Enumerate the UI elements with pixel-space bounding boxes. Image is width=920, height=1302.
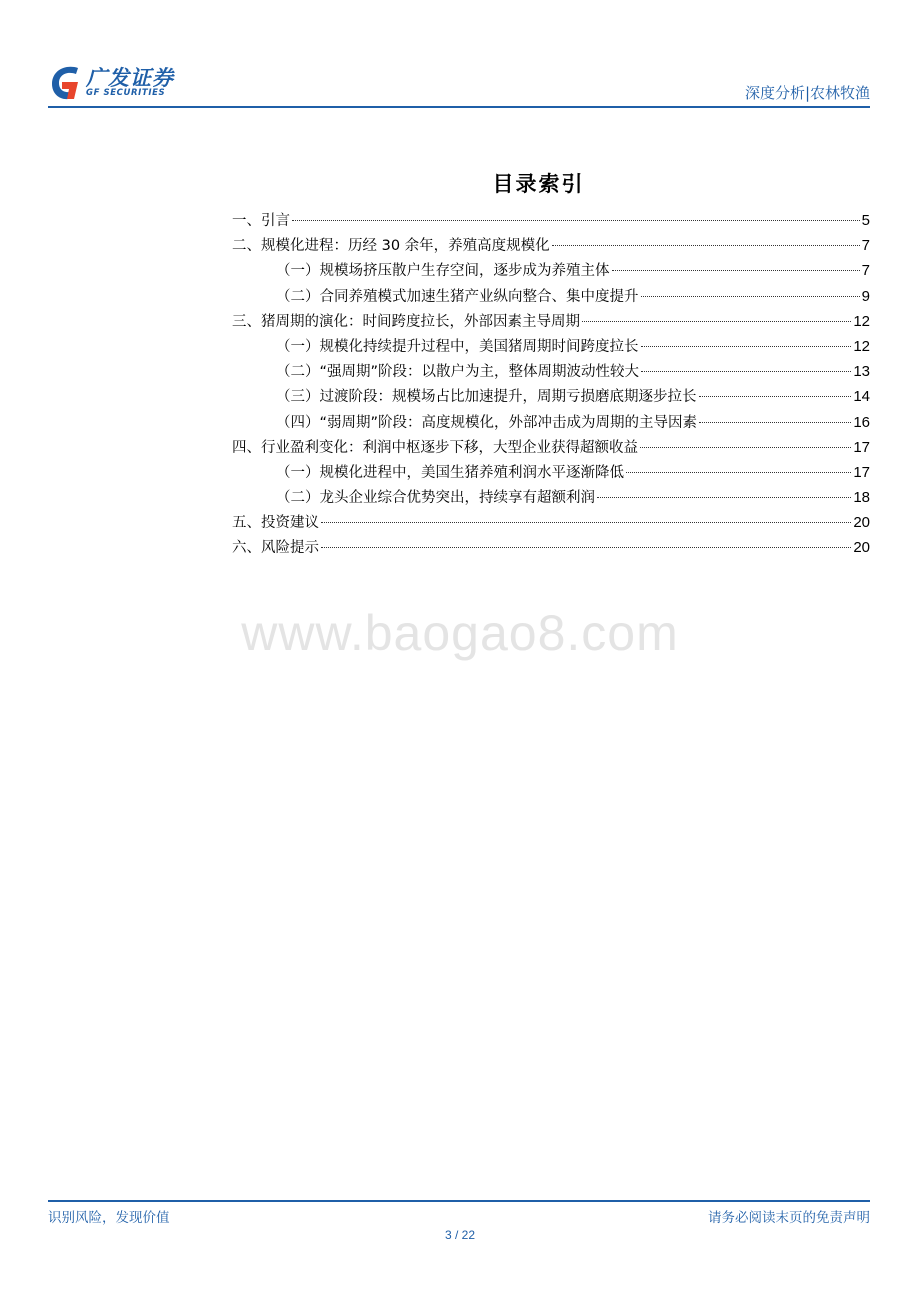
toc-entry-page: 17 [853,438,870,456]
footer-slogan: 识别风险，发现价值 [48,1210,170,1226]
footer-divider [48,1200,870,1202]
header-divider [48,106,870,108]
page-header [48,58,870,106]
toc-entry[interactable] [232,435,870,460]
toc-entry[interactable] [232,460,870,485]
toc-leader-dots [292,220,860,221]
toc-entry-title: （三）过渡阶段：规模场占比加速提升，周期亏损磨底期逐步拉长 [276,389,697,406]
toc-entry-page: 5 [861,212,870,229]
watermark: www.baogao8.com [241,605,679,661]
toc-entry[interactable] [232,258,870,283]
toc-entry-page: 9 [861,287,870,305]
toc-title: 目录索引 [492,172,585,196]
toc-entry-title: （一）规模化持续提升过程中，美国猪周期时间跨度拉长 [276,338,639,355]
toc-entry-page: 12 [853,337,870,355]
gf-logo-icon [48,62,84,102]
toc-leader-dots [552,245,860,246]
toc-entry-title: 二、规模化进程：历经 30 余年，养殖高度规模化 [232,238,550,255]
page-number: 3 / 22 [444,1228,476,1242]
toc-entry[interactable] [232,410,870,435]
toc-leader-dots [597,497,851,498]
toc-entry-title: 三、猪周期的演化：时间跨度拉长，外部因素主导周期 [232,313,580,330]
toc-entry-title: （二）“强周期”阶段：以散户为主，整体周期波动性较大 [276,364,640,381]
toc-entry-page: 18 [853,489,870,507]
toc-leader-dots [641,346,852,347]
toc-entry-page: 14 [853,388,870,406]
toc-entry[interactable] [232,510,870,535]
logo-en-text: GF SECURITIES [86,88,166,98]
toc-entry-title: 六、风险提示 [232,540,319,557]
toc-entry-title: （二）龙头企业综合优势突出，持续享有超额利润 [276,490,595,507]
toc-entry-page: 16 [853,413,870,431]
toc-entry[interactable] [232,284,870,309]
toc-leader-dots [640,447,851,448]
toc-entry-title: 五、投资建议 [232,515,319,532]
toc-entry-page: 12 [853,312,870,330]
toc-leader-dots [612,270,860,271]
toc-entry-page: 13 [853,363,870,381]
toc-leader-dots [582,321,851,322]
toc-entry-page: 7 [861,262,870,280]
gf-securities-logo [48,62,198,102]
toc-leader-dots [699,422,851,423]
toc-entry-title: （一）规模场挤压散户生存空间，逐步成为养殖主体 [276,263,610,280]
table-of-contents [232,208,870,561]
footer-disclaimer: 请务必阅读末页的免责声明 [708,1210,870,1226]
toc-entry[interactable] [232,309,870,334]
toc-entry[interactable] [232,208,870,233]
toc-entry[interactable] [232,359,870,384]
toc-entry[interactable] [232,535,870,560]
toc-entry-title: （四）“弱周期”阶段：高度规模化，外部冲击成为周期的主导因素 [276,414,698,431]
toc-entry-title: 一、引言 [232,213,290,229]
toc-entry-page: 7 [861,237,870,255]
toc-leader-dots [641,371,851,372]
toc-entry-page: 20 [853,514,870,532]
toc-entry[interactable] [232,233,870,258]
logo-cn-text: 广发证券 [86,66,174,90]
toc-leader-dots [321,522,851,523]
report-category: 深度分析|农林牧渔 [744,84,870,102]
toc-leader-dots [321,547,851,548]
toc-leader-dots [641,296,860,297]
toc-entry-title: （一）规模化进程中，美国生猪养殖利润水平逐渐降低 [276,464,624,481]
toc-entry-title: （二）合同养殖模式加速生猪产业纵向整合、集中度提升 [276,288,639,305]
toc-entry[interactable] [232,334,870,359]
toc-entry-page: 17 [853,463,870,481]
toc-leader-dots [626,472,851,473]
toc-leader-dots [699,396,852,397]
toc-entry[interactable] [232,485,870,510]
toc-entry-title: 四、行业盈利变化：利润中枢逐步下移，大型企业获得超额收益 [232,439,638,456]
toc-entry-page: 20 [853,539,870,557]
toc-entry[interactable] [232,384,870,409]
